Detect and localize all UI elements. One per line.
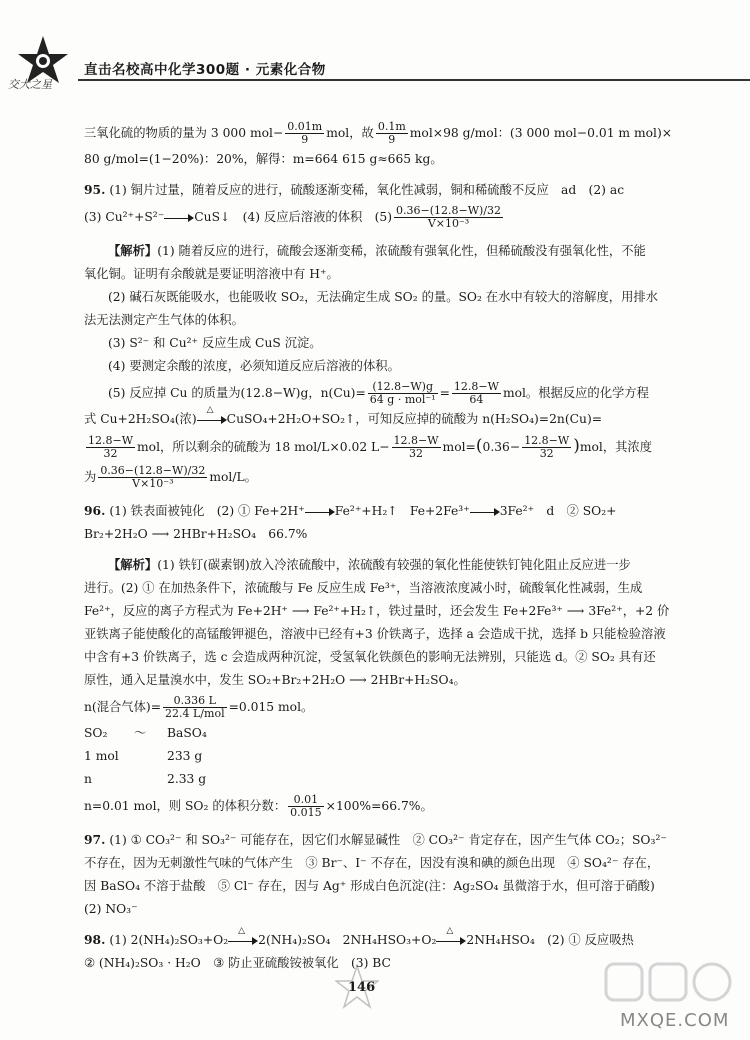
question-number: 97. <box>84 832 106 847</box>
text-line: 原性，通入足量溴水中，发生 SO₂+Br₂+2H₂O ⟶ 2HBr+H₂SO₄。 <box>84 673 466 687</box>
text-line: (3) S²⁻ 和 Cu²⁺ 反应生成 CuS 沉淀。 <box>108 336 322 350</box>
reaction-arrow-icon <box>305 506 335 518</box>
fraction: $\frac{12.8-W}{32}$ <box>524 434 570 460</box>
header-rule <box>78 79 750 81</box>
text-line: (2) 碱石灰既能吸水，也能吸收 SO₂，无法确定生成 SO₂ 的量。SO₂ 在水中有较大的溶解度，用排水 <box>108 290 658 304</box>
fraction: $\frac{12.8-W}{32}$ <box>88 434 134 460</box>
stoich-row: 1 mol 233 g <box>84 749 203 763</box>
reaction-arrow-icon <box>470 506 500 518</box>
text-line: (5) 反应掉 Cu 的质量为(12.8−W)g，n(Cu)= $\frac{(12.8-W)g}{\text{64 g · mol⁻¹}}$ = $\frac{12.8-W}{64}$ mol。根据反应的化学方程 <box>108 380 649 406</box>
question-number: 98. <box>84 932 106 947</box>
text-line: 为 $\frac{0.36-(12.8-W)/32}{\text{V×10⁻³}}$ mol/L。 <box>84 464 257 490</box>
heat-arrow-icon: △ <box>436 935 466 947</box>
fraction: $\frac{0.01}{0.015}$ <box>290 793 322 819</box>
fraction: $\frac{0.336 L}{\text{22.4 L/mol}}$ <box>165 694 225 720</box>
question-96: 96. (1) 铁表面被钝化 (2) ① Fe+2H⁺ Fe²⁺+H₂↑ Fe+2Fe³⁺ 3Fe²⁺ d ② SO₂+ <box>84 503 617 518</box>
text-line: 法无法测定产生气体的体积。 <box>84 313 244 327</box>
question-98: 98. (1) 2(NH₄)₂SO₃+O₂ △ 2(NH₄)₂SO₄ 2NH₄HSO₃+O₂ △ 2NH₄HSO₄ (2) ① 反应吸热 <box>84 925 634 947</box>
reaction-arrow-icon <box>164 212 194 224</box>
fraction: $\frac{0.36-(12.8-W)/32}{\text{V×10⁻³}}$ <box>100 464 206 490</box>
stoich-row: n 2.33 g <box>84 772 207 786</box>
stoich-row: SO₂ ～ BaSO₄ <box>84 726 207 740</box>
text-line: n(混合气体)= $\frac{0.336 L}{\text{22.4 L/mol}}$ =0.015 mol。 <box>84 694 314 720</box>
text-line: 三氧化硫的物质的量为 3 000 mol− $\frac{0.01m}{9}$ mol，故 $\frac{0.1m}{9}$ mol×98 g/mol：(3 000 mol−0.01 m mol)× <box>84 120 673 146</box>
question-number: 96. <box>84 503 106 518</box>
text-line: 中含有+3 价铁离子，选 c 会造成两种沉淀，受氢氧化铁颜色的影响无法辨别，只能选 d。② SO₂ 具有还 <box>84 650 656 664</box>
question-95: 95. (1) 铜片过量，随着反应的进行，硫酸逐渐变稀，氧化性减弱，铜和稀硫酸不反应 ad (2) ac <box>84 182 625 197</box>
text-line: 80 g/mol=(1−20%)：20%，解得：m=664 615 g≈665 kg。 <box>84 152 443 166</box>
fraction: $\frac{12.8-W}{64}$ <box>453 380 499 406</box>
question-97: 97. (1) ① CO₃²⁻ 和 SO₃²⁻ 可能存在，因它们水解显碱性 ② CO₃²⁻ 肯定存在，因产生气体 CO₂；SO₃²⁻ <box>84 832 667 847</box>
text-line: Br₂+2H₂O ⟶ 2HBr+H₂SO₄ 66.7% <box>84 527 308 541</box>
text-line: (4) 要测定余酸的浓度，必须知道反应后溶液的体积。 <box>108 359 400 373</box>
text-line: (2) NO₃⁻ <box>84 902 138 916</box>
text-line: 氧化铜。证明有余酸就是要证明溶液中有 H⁺。 <box>84 267 339 281</box>
text-line: n=0.01 mol，则 SO₂ 的体积分数： $\frac{0.01}{0.015}$ ×100%=66.7%。 <box>84 793 433 819</box>
logo-text: 交大之星 <box>8 78 52 91</box>
analysis-95: 【解析】(1) 随着反应的进行，硫酸会逐渐变稀，浓硫酸有强氧化性，但稀硫酸没有强氧化性，不能 <box>108 243 646 258</box>
text-line: 式 Cu+2H₂SO₄(浓) △ CuSO₄+2H₂O+SO₂↑，可知反应掉的硫酸为 n(H₂SO₄)=2n(Cu)= <box>84 404 603 426</box>
text-line: Fe²⁺，反应的离子方程式为 Fe+2H⁺ ⟶ Fe²⁺+H₂↑，铁过量时，还会发生 Fe+2Fe³⁺ ⟶ 3Fe²⁺，+2 价 <box>84 604 670 618</box>
heat-arrow-icon: △ <box>197 414 227 426</box>
fraction: $\frac{0.36-(12.8-W)/32}{\text{V×10⁻³}}$ <box>396 204 502 230</box>
analysis-tag: 【解析】 <box>108 557 158 572</box>
answer-content <box>84 118 704 975</box>
text-line: 不存在，因为无刺激性气味的气体产生 ③ Br⁻、I⁻ 不存在，因没有溴和碘的颜色出现 ④ SO₄²⁻ 存在， <box>84 856 660 870</box>
page-number: 146 <box>348 980 376 995</box>
book-title: 直击名校高中化学300题 · 元素化合物 <box>84 62 326 78</box>
page-header <box>0 20 750 91</box>
text-line: $\frac{12.8-W}{32}$ mol，所以剩余的硫酸为 18 mol/L×0.02 L− $\frac{12.8-W}{32}$ mol=(0.36− $\frac{12.8-W}{32}$ )mol，其浓度 <box>88 434 653 460</box>
text-line: 进行。(2) ① 在加热条件下，浓硫酸与 Fe 反应生成 Fe³⁺，当溶液浓度减小时，硫酸氧化性减弱，生成 <box>84 581 643 595</box>
heat-arrow-icon: △ <box>228 935 258 947</box>
analysis-96: 【解析】(1) 铁钉(碳素钢)放入冷浓硫酸中，浓硫酸有较强的氧化性能使铁钉钝化阻止反应进一步 <box>108 557 631 572</box>
fraction: $\frac{0.1m}{9}$ <box>377 120 406 146</box>
fraction: $\frac{(12.8-W)g}{\text{64 g · mol⁻¹}}$ <box>369 380 436 406</box>
text-line: ② (NH₄)₂SO₃ · H₂O ③ 防止亚硫酸铵被氧化 (3) BC <box>84 956 391 970</box>
fraction: $\frac{0.01m}{9}$ <box>287 120 323 146</box>
fraction: $\frac{12.8-W}{32}$ <box>393 434 439 460</box>
text-line: (3) Cu²⁺+S²⁻ CuS↓ (4) 反应后溶液的体积 (5) $\frac{0.36-(12.8-W)/32}{\text{V×10⁻³}}$ <box>84 204 502 230</box>
text-line: 因 BaSO₄ 不溶于盐酸 ⑤ Cl⁻ 存在，因与 Ag⁺ 形成白色沉淀(注：Ag₂SO₄ 虽微溶于水，但可溶于硝酸) <box>84 879 655 893</box>
question-number: 95. <box>84 182 106 197</box>
text-line: 亚铁离子能使酸化的高锰酸钾褪色，溶液中已经有+3 价铁离子，选择 a 会造成干扰，选择 b 只能检验溶液 <box>84 627 666 641</box>
analysis-tag: 【解析】 <box>108 243 158 258</box>
watermark-text: MXQE.COM <box>620 1010 730 1031</box>
